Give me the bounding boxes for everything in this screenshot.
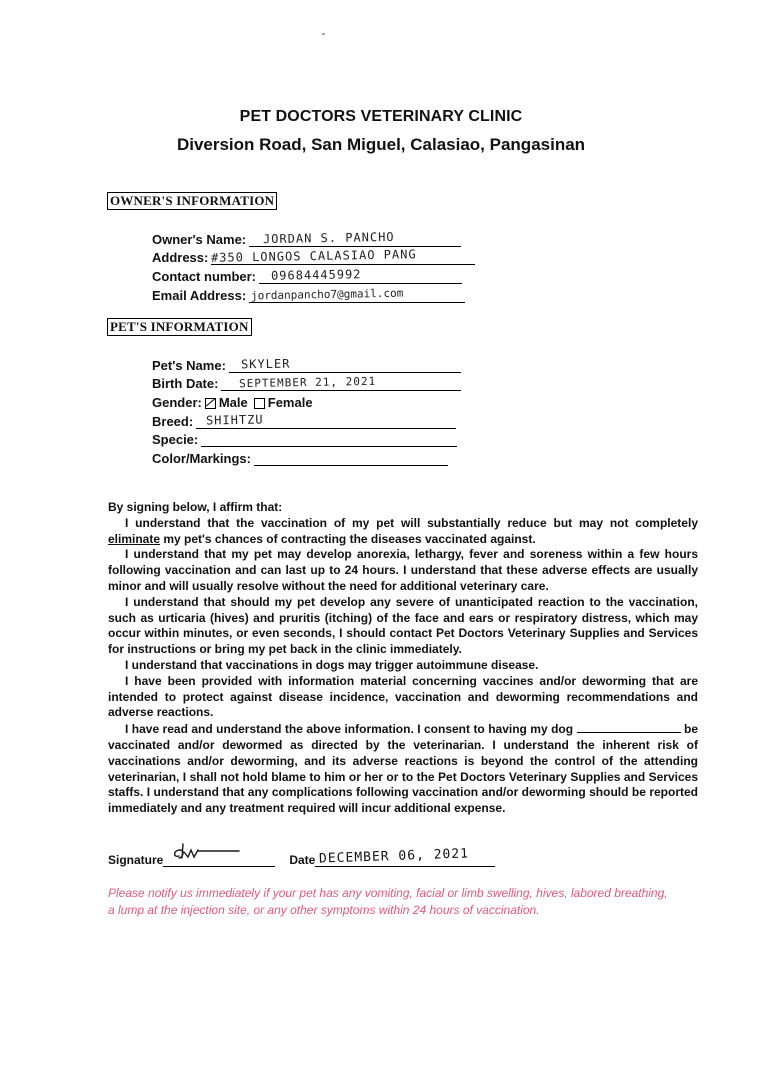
gender-female-checkbox[interactable] xyxy=(254,398,265,409)
pet-gender-row xyxy=(152,392,313,410)
signature-row xyxy=(108,844,495,867)
pet-specie-row xyxy=(152,429,457,447)
owner-email-row xyxy=(152,285,465,303)
pet-breed-value: SHIHTZU xyxy=(206,412,264,428)
clinic-name: PET DOCTORS VETERINARY CLINIC xyxy=(239,108,523,125)
date-field[interactable] xyxy=(315,844,495,867)
agreement-intro: By signing below, I affirm that: xyxy=(108,500,283,514)
owner-section-heading: OWNER'S INFORMATION xyxy=(107,192,277,210)
notice-text: Please notify us immediately if your pet has any vomiting, facial or limb swelling, hives, labored breathing, a lump at the injection site, or any other symptoms within 24 hours of vaccination. xyxy=(108,886,668,917)
handwritten-signature xyxy=(171,842,241,864)
owner-email-label: Email Address: xyxy=(152,288,247,303)
agreement-p1-a: I understand that the vaccination of my pet will substantially reduce but may not completely xyxy=(125,515,698,530)
pet-birth-label: Birth Date: xyxy=(152,376,219,391)
owner-name-label: Owner's Name: xyxy=(152,232,247,247)
agreement-p1-b: my pet's chances of contracting the diseases vaccinated against. xyxy=(160,531,536,546)
pet-specie-label: Specie: xyxy=(152,432,199,447)
owner-address-label: Address: xyxy=(152,250,209,265)
agreement-p6-a: I have read and understand the above information. I consent to having my dog xyxy=(125,722,574,737)
owner-name-value: JORDAN S. PANCHO xyxy=(263,229,395,247)
pet-specie-field[interactable] xyxy=(201,429,457,447)
agreement-paragraph-3: I understand that should my pet develop any severe of unanticipated reaction to the vaccination, such as urticaria (hives) and pruritis (itching) of the face and ears or respiratory distress, which may occur within minutes, or even seconds, I should contact Pet Doctors Veterinary Supplies and Services for instructions or bring my pet back in the clinic immediately. xyxy=(108,594,698,657)
owner-address-row xyxy=(152,247,475,265)
agreement-paragraph-6 xyxy=(108,721,698,817)
pet-breed-row xyxy=(152,411,456,429)
agreement-paragraph-5: I have been provided with information material concerning vaccines and/or deworming that are intended to protect against disease incidence, vaccination and deworming recommendations and adverse reactions. xyxy=(108,673,698,720)
agreement-p6-b: be vaccinated and/or dewormed as directed by the veterinarian. I understand the inherent risk of vaccinations and/or deworming, and its adverse reactions is beyond the control of the attending veterinarian, I shall not hold blame to him or her or to the Pet Doctors Veterinary Supplies and Services staffs. I understand that any complications following vaccination and/or deworming should be reported immediately and any treatment required will incur additional expense. xyxy=(108,722,699,816)
pet-color-label: Color/Markings: xyxy=(152,451,251,466)
agreement-paragraph-4: I understand that vaccinations in dogs may trigger autoimmune disease. xyxy=(125,657,539,672)
owner-name-row xyxy=(152,229,461,247)
owner-email-value: jordanpancho7@gmail.com xyxy=(251,286,404,303)
dog-name-blank[interactable] xyxy=(577,721,681,733)
owner-contact-row xyxy=(152,266,462,284)
signature-label: Signature xyxy=(108,853,164,867)
date-label: Date xyxy=(289,853,316,867)
gender-male-checkbox[interactable] xyxy=(205,398,216,409)
pet-breed-label: Breed: xyxy=(152,414,194,429)
owner-name-field[interactable] xyxy=(249,229,461,247)
owner-contact-value: 09684445992 xyxy=(270,267,362,283)
pet-gender-label: Gender: xyxy=(152,395,202,410)
owner-contact-field[interactable] xyxy=(259,266,462,284)
scan-speck xyxy=(322,33,325,35)
agreement-paragraph-1 xyxy=(108,516,698,548)
owner-contact-label: Contact number: xyxy=(152,269,256,284)
pet-birth-field[interactable] xyxy=(221,373,461,391)
agreement-p1-underlined: eliminate xyxy=(108,531,161,546)
pet-name-value: SKYLER xyxy=(240,356,291,372)
owner-email-field[interactable] xyxy=(249,285,465,303)
date-value: DECEMBER 06, 2021 xyxy=(319,846,470,867)
pet-birth-value: SEPTEMBER 21, 2021 xyxy=(239,374,377,391)
gender-female-label: Female xyxy=(267,395,313,410)
agreement-paragraph-2: I understand that my pet may develop anorexia, lethargy, fever and soreness within a few hours following vaccination and can last up to 24 hours. I understand that these adverse effects are usually minor and will usually resolve without the need for additional veterinary care. xyxy=(108,547,698,593)
clinic-address: Diversion Road, San Miguel, Calasiao, Pangasinan xyxy=(176,135,586,154)
pet-birth-row xyxy=(152,373,461,391)
pet-breed-field[interactable] xyxy=(196,411,456,429)
owner-address-field[interactable] xyxy=(211,247,475,265)
owner-address-value: #350 LONGOS CALASIAO PANG xyxy=(211,247,418,265)
signature-field[interactable] xyxy=(163,844,275,867)
pet-color-row xyxy=(152,448,448,466)
pet-name-row xyxy=(152,355,461,373)
agreement-text xyxy=(108,500,698,817)
pet-section-heading: PET'S INFORMATION xyxy=(107,318,252,336)
pet-color-field[interactable] xyxy=(254,448,448,466)
pet-name-field[interactable] xyxy=(229,355,461,373)
pet-name-label: Pet's Name: xyxy=(152,358,226,373)
gender-male-label: Male xyxy=(218,395,248,410)
